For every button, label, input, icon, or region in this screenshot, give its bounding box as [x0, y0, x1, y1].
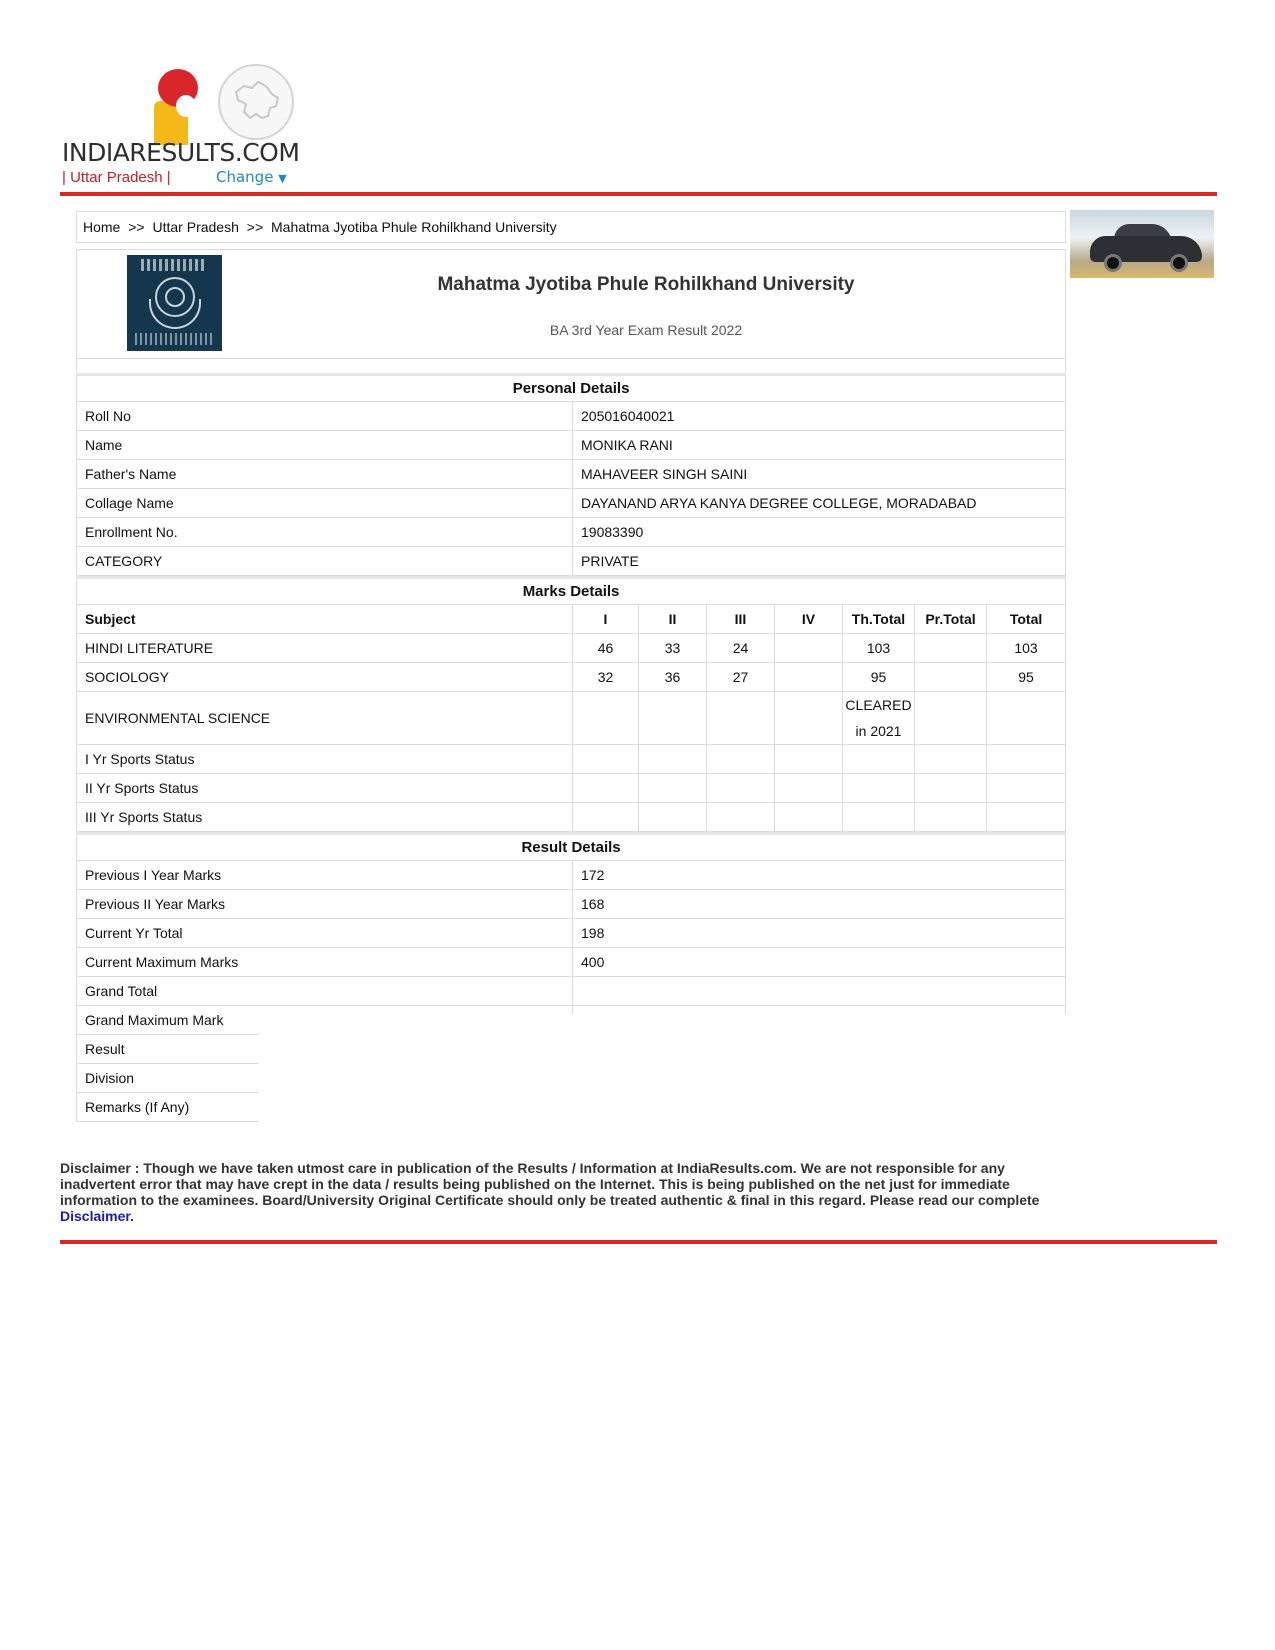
table-row: [76, 402, 1066, 431]
table-row: [76, 692, 1066, 745]
mark-cell: [572, 692, 638, 745]
university-emblem-icon: [127, 255, 222, 351]
mark-cell: [706, 692, 774, 745]
field-label: Remarks (If Any): [76, 1093, 572, 1122]
grand-total-value: [572, 977, 1066, 1006]
table-row: [76, 745, 1066, 774]
prev-year2-marks-value: 168: [572, 890, 1066, 919]
column-header: Subject: [76, 605, 572, 634]
roll-number-value: 205016040021: [572, 402, 1066, 431]
marks-details-heading: Marks Details: [76, 576, 1066, 605]
breadcrumb-home[interactable]: Home: [83, 219, 121, 235]
mark-cell: [774, 634, 842, 663]
breadcrumb-separator: >>: [246, 219, 264, 235]
student-name-value: MONIKA RANI: [572, 431, 1066, 460]
footer-divider: [60, 1240, 1217, 1244]
subject-name: SOCIOLOGY: [76, 663, 572, 692]
mark-cell: [774, 692, 842, 745]
sports-status-label: III Yr Sports Status: [76, 803, 572, 832]
mark-cell: 95: [986, 663, 1066, 692]
mark-cell: 103: [842, 634, 914, 663]
cleared-status-cell: [842, 692, 914, 745]
father-name-value: MAHAVEER SINGH SAINI: [572, 460, 1066, 489]
column-header: Pr.Total: [914, 605, 986, 634]
change-region-button[interactable]: [216, 168, 287, 186]
result-table: [76, 373, 1066, 1122]
table-row: [76, 518, 1066, 547]
subject-name: HINDI LITERATURE: [76, 634, 572, 663]
disclaimer-link[interactable]: Disclaimer.: [60, 1208, 134, 1224]
table-row: [76, 803, 1066, 832]
region-label: | Uttar Pradesh |: [62, 169, 171, 186]
change-label: Change: [216, 168, 274, 186]
brand-mark-icon: [154, 67, 206, 143]
brand-name: INDIARESULTS.COM: [62, 138, 300, 167]
mark-cell: [914, 692, 986, 745]
breadcrumb-separator: >>: [128, 219, 145, 235]
mark-cell: [774, 663, 842, 692]
mark-cell: [986, 692, 1066, 745]
table-row: [76, 663, 1066, 692]
mark-cell: 103: [986, 634, 1066, 663]
cleared-status-text: CLEARED: [845, 697, 912, 713]
disclaimer: [60, 1160, 1080, 1224]
site-logo[interactable]: [62, 62, 302, 192]
field-label: Roll No: [76, 402, 572, 431]
column-header: I: [572, 605, 638, 634]
column-header: Total: [986, 605, 1066, 634]
field-label: Name: [76, 431, 572, 460]
mark-cell: [914, 634, 986, 663]
result-panel: [76, 211, 1066, 1122]
college-name-value: DAYANAND ARYA KANYA DEGREE COLLEGE, MORADABAD: [572, 489, 1066, 518]
prev-year1-marks-value: 172: [572, 861, 1066, 890]
sports-status-label: I Yr Sports Status: [76, 745, 572, 774]
mark-cell: 27: [706, 663, 774, 692]
exam-title: BA 3rd Year Exam Result 2022: [549, 322, 743, 338]
caret-down-icon: ▼: [278, 172, 287, 185]
disclaimer-text: Disclaimer : Though we have taken utmost care in publication of the Results / Information at IndiaResults.com. We are not responsible for any inadvertent error that may have crept in the data / results being published on the Internet. This is being published on the net just for immediate information to the examinees. Board/University Original Certificate should only be treated authentic & final in this regard. Please read our complete: [60, 1160, 1040, 1208]
mark-cell: 46: [572, 634, 638, 663]
field-label: CATEGORY: [76, 547, 572, 576]
table-row: [76, 919, 1066, 948]
university-name: Mahatma Jyotiba Phule Rohilkhand University: [437, 274, 855, 295]
table-row: [76, 774, 1066, 803]
category-value: PRIVATE: [572, 547, 1066, 576]
field-label: Previous I Year Marks: [76, 861, 572, 890]
field-label: Father's Name: [76, 460, 572, 489]
mark-cell: 95: [842, 663, 914, 692]
field-label: Current Yr Total: [76, 919, 572, 948]
current-total-value: 198: [572, 919, 1066, 948]
blank-overlay: [258, 1014, 1218, 1142]
sports-status-label: II Yr Sports Status: [76, 774, 572, 803]
field-label: Grand Maximum Mark: [76, 1006, 572, 1035]
table-row: [76, 431, 1066, 460]
breadcrumb-state[interactable]: Uttar Pradesh: [152, 219, 239, 235]
current-max-marks-value: 400: [572, 948, 1066, 977]
table-row: [76, 890, 1066, 919]
enrollment-value: 19083390: [572, 518, 1066, 547]
field-label: Result: [76, 1035, 572, 1064]
field-label: Collage Name: [76, 489, 572, 518]
breadcrumb: [76, 211, 1066, 243]
table-row: [76, 634, 1066, 663]
subject-name: ENVIRONMENTAL SCIENCE: [76, 692, 572, 745]
breadcrumb-university[interactable]: Mahatma Jyotiba Phule Rohilkhand University: [271, 219, 557, 235]
column-header: III: [706, 605, 774, 634]
mark-cell: 32: [572, 663, 638, 692]
mark-cell: 33: [638, 634, 706, 663]
cleared-year-text: in 2021: [855, 723, 902, 739]
table-row: [76, 547, 1066, 576]
marks-header-row: [76, 605, 1066, 634]
state-map-icon: [218, 64, 294, 140]
column-header: Th.Total: [842, 605, 914, 634]
table-row: [76, 948, 1066, 977]
mark-cell: 36: [638, 663, 706, 692]
table-row: [76, 861, 1066, 890]
mark-cell: [638, 692, 706, 745]
column-header: IV: [774, 605, 842, 634]
field-label: Grand Total: [76, 977, 572, 1006]
header-divider: [60, 192, 1217, 196]
column-header: II: [638, 605, 706, 634]
field-label: Previous II Year Marks: [76, 890, 572, 919]
ad-banner[interactable]: [1070, 210, 1214, 278]
table-row: [76, 977, 1066, 1006]
field-label: Enrollment No.: [76, 518, 572, 547]
mark-cell: 24: [706, 634, 774, 663]
university-header: [76, 249, 1066, 359]
field-label: Division: [76, 1064, 572, 1093]
result-details-heading: Result Details: [76, 832, 1066, 861]
mark-cell: [914, 663, 986, 692]
table-row: [76, 489, 1066, 518]
personal-details-heading: Personal Details: [76, 373, 1066, 402]
table-row: [76, 460, 1066, 489]
field-label: Current Maximum Marks: [76, 948, 572, 977]
